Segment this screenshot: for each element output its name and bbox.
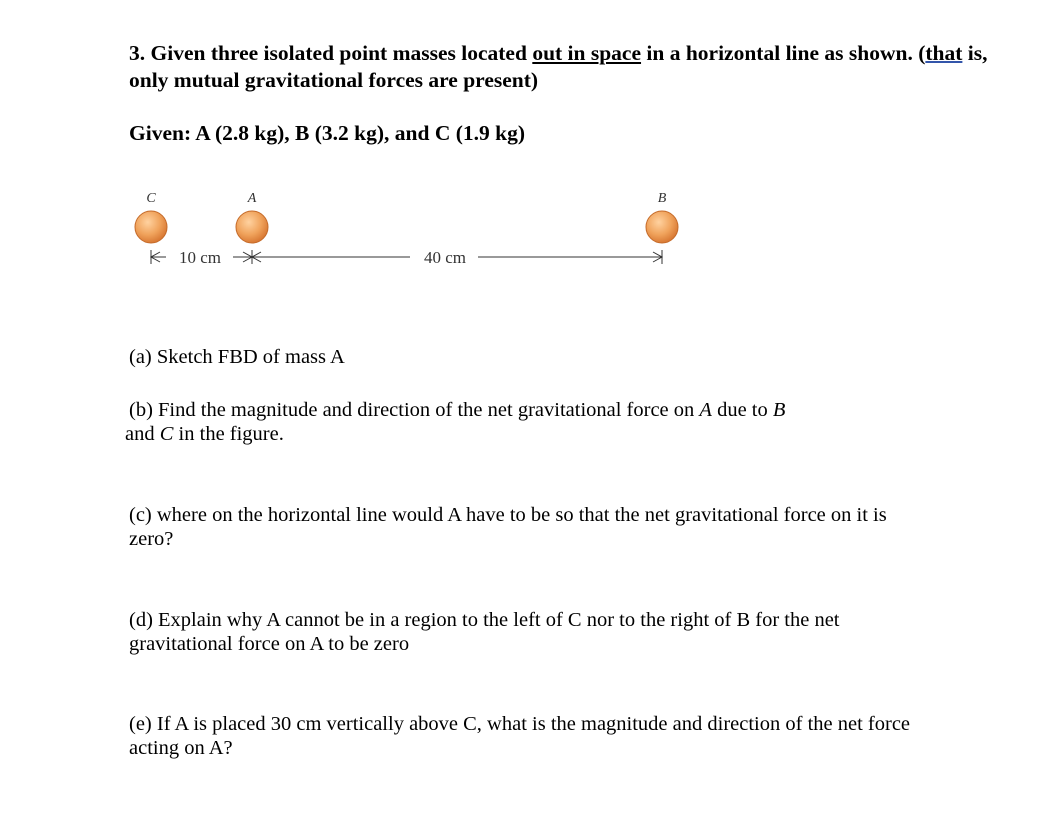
mass-diagram <box>120 180 700 280</box>
question-c: (c) where on the horizontal line would A have to be so that the net gravitational force on it is zero? <box>129 504 887 550</box>
question-b-c: C <box>159 423 174 445</box>
mass-diagram-svg <box>120 180 700 280</box>
heading-underlined-phrase: out in space <box>532 41 642 65</box>
question-b-b: B <box>772 399 786 421</box>
mass-c <box>135 211 167 243</box>
dim-10cm-label: 10 cm <box>178 248 222 267</box>
given-masses: Given: A (2.8 kg), B (3.2 kg), and C (1.9 kg) <box>129 121 525 145</box>
question-e: (e) If A is placed 30 cm vertically above C, what is the magnitude and direction of the net force acting on A? <box>129 713 911 759</box>
heading-that: that <box>925 41 963 65</box>
question-b-a: A <box>699 399 712 421</box>
label-a: A <box>247 191 257 206</box>
heading-suffix: is, only mutual gravitational forces are present) <box>129 41 988 92</box>
label-c: C <box>146 191 156 206</box>
question-b-mid: due to <box>711 399 773 421</box>
question-b <box>125 398 1009 446</box>
heading-prefix: 3. Given three isolated point masses located <box>129 41 533 65</box>
problem-heading <box>129 40 1029 94</box>
mass-a <box>236 211 268 243</box>
question-b-pre: (b) Find the magnitude and direction of the net gravitational force on <box>129 399 700 421</box>
question-b-and: and <box>125 423 160 445</box>
question-b-post: in the figure. <box>173 423 284 445</box>
question-a: (a) Sketch FBD of mass A <box>129 346 345 368</box>
dim-40cm-label: 40 cm <box>423 248 467 267</box>
question-d: (d) Explain why A cannot be in a region to the left of C nor to the right of B for the net gravitational force on A to be zero <box>129 609 840 655</box>
heading-mid: in a horizontal line as shown. ( <box>641 41 926 65</box>
label-b: B <box>657 191 667 206</box>
mass-b <box>646 211 678 243</box>
